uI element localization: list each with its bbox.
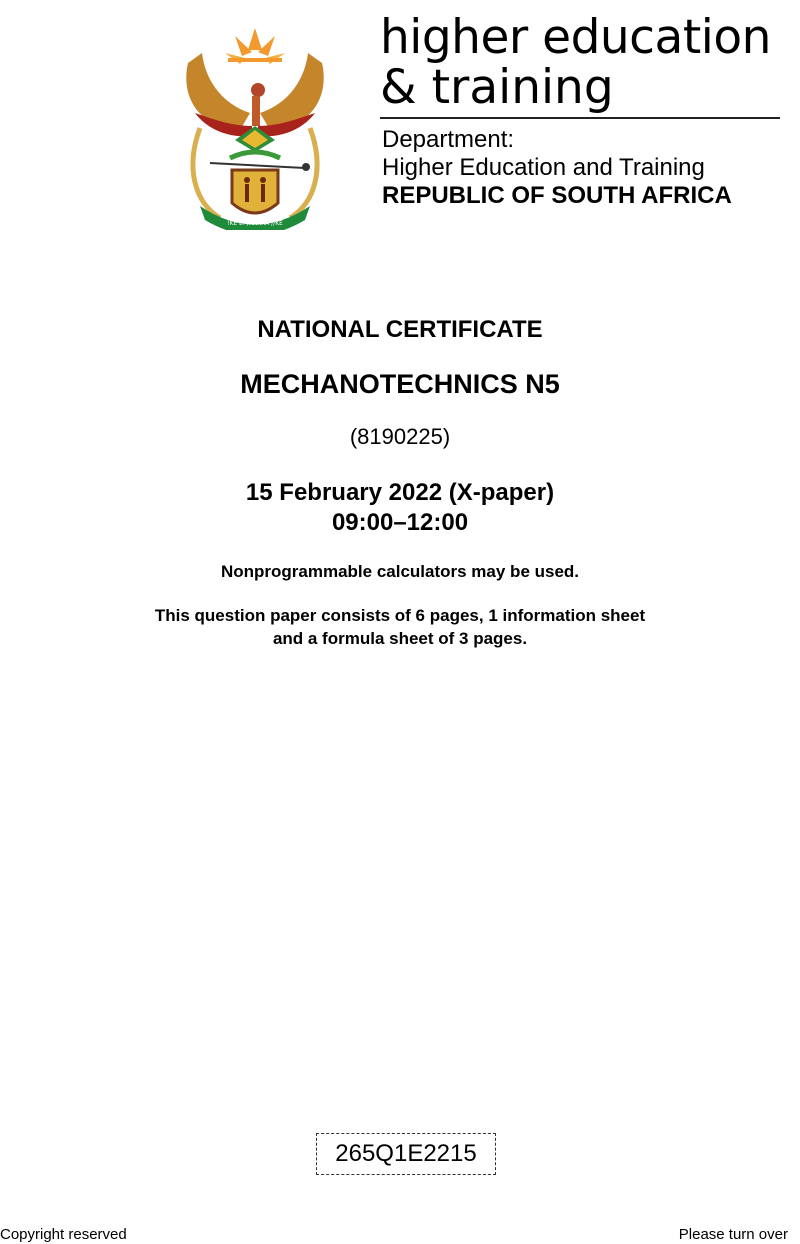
department-label: Department:	[382, 126, 515, 153]
logo-motto: !KE E: /XARRA //KE	[227, 220, 283, 227]
pages-note-line-1: This question paper consists of 6 pages, 1 information sheet	[154, 606, 646, 625]
footer-copyright: Copyright reserved	[0, 1226, 127, 1243]
pages-note	[0, 604, 800, 650]
header-divider	[380, 117, 780, 119]
subject-title: MECHANOTECHNICS N5	[240, 369, 560, 399]
certificate-title: NATIONAL CERTIFICATE	[257, 316, 543, 343]
brand-line-2: & training	[380, 60, 614, 115]
brand-line-1: higher education	[380, 10, 771, 65]
country-name: REPUBLIC OF SOUTH AFRICA	[382, 182, 732, 209]
department-name: Higher Education and Training	[382, 154, 705, 181]
pages-note-line-2: and a formula sheet of 3 pages.	[272, 629, 528, 648]
exam-time: 09:00–12:00	[331, 509, 469, 536]
sun-icon	[225, 28, 285, 64]
department-block	[382, 126, 732, 210]
exam-date: 15 February 2022 (X-paper)	[245, 479, 555, 506]
calculator-note: Nonprogrammable calculators may be used.	[220, 562, 580, 581]
footer-turn-over: Please turn over	[678, 1226, 788, 1243]
coat-of-arms-logo	[180, 18, 330, 230]
paper-code-box: 265Q1E2215	[316, 1133, 496, 1175]
exam-schedule	[0, 478, 800, 538]
subject-code: (8190225)	[349, 424, 451, 449]
